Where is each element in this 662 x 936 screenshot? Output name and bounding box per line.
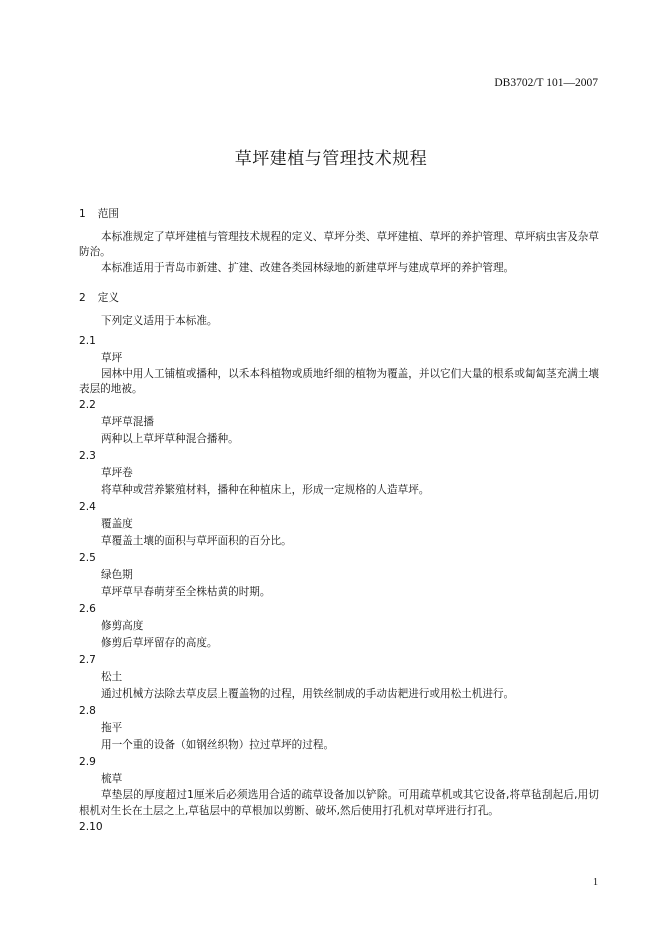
term: 修剪高度 <box>101 620 144 633</box>
section-title: 范围 <box>97 208 119 220</box>
section-heading <box>79 288 599 308</box>
section-scope <box>79 204 599 276</box>
definition: 草坪草早春萌芽至全株枯黄的时期。 <box>101 586 271 599</box>
term: 草坪卷 <box>101 467 133 480</box>
clause-number: 2.8 <box>79 705 96 718</box>
definition-item <box>79 819 599 836</box>
section-definitions <box>79 288 599 836</box>
document-body <box>79 204 599 836</box>
paragraph: 本标准规定了草坪建植与管理技术规程的定义、草坪分类、草坪建植、草坪的养护管理、草坪病虫害及杂草防治。 <box>79 231 599 259</box>
definition-item <box>79 652 599 703</box>
document-code: DB3702/T 101—2007 <box>494 77 598 89</box>
definition-item <box>79 703 599 754</box>
clause-number: 2.9 <box>79 756 96 769</box>
clause-number: 2.1 <box>79 334 96 347</box>
definition: 草垫层的厚度超过1厘米后必须选用合适的疏草设备加以铲除。可用疏草机或其它设备,将草毡刮起后,用切根机对生长在土层之上,草毡层中的草根加以剪断、破坏,然后使用打孔机对草坪进行打孔。 <box>79 789 599 817</box>
definition: 将草种或营养繁殖材料，播种在种植床上，形成一定规格的人造草坪。 <box>101 484 430 497</box>
definition-item <box>79 601 599 652</box>
section-number: 1 <box>79 208 86 220</box>
term: 草坪草混播 <box>101 416 154 429</box>
definition-item <box>79 550 599 601</box>
paragraph: 本标准适用于青岛市新建、扩建、改建各类园林绿地的新建草坪与建成草坪的养护管理。 <box>101 261 515 274</box>
definition-item <box>79 448 599 499</box>
term: 草坪 <box>101 351 123 364</box>
clause-number: 2.5 <box>79 552 96 565</box>
definition-item <box>79 754 599 819</box>
clause-number: 2.3 <box>79 450 96 463</box>
clause-number: 2.2 <box>79 399 96 412</box>
definition: 通过机械方法除去草皮层上覆盖物的过程，用铁丝制成的手动齿耙进行或用松土机进行。 <box>101 688 515 701</box>
definition: 草覆盖土壤的面积与草坪面积的百分比。 <box>101 535 292 548</box>
definition-item <box>79 333 599 398</box>
definition: 修剪后草坪留存的高度。 <box>101 637 218 650</box>
definition: 用一个重的设备（如钢丝织物）拉过草坪的过程。 <box>101 739 335 752</box>
paragraph: 下列定义适用于本标准。 <box>101 315 218 328</box>
term: 梳草 <box>101 773 123 786</box>
section-number: 2 <box>79 292 86 305</box>
clause-number: 2.6 <box>79 603 96 616</box>
page-number: 1 <box>593 877 598 888</box>
clause-number: 2.4 <box>79 501 96 514</box>
term: 绿色期 <box>101 569 133 582</box>
term: 松土 <box>101 671 123 684</box>
term: 覆盖度 <box>101 518 133 531</box>
clause-number: 2.7 <box>79 654 96 667</box>
definition: 两种以上草坪草种混合播种。 <box>101 433 239 446</box>
clause-number: 2.10 <box>79 821 103 834</box>
page-title: 草坪建植与管理技术规程 <box>234 149 428 169</box>
section-title: 定义 <box>97 292 119 305</box>
section-heading <box>79 204 599 224</box>
term: 拖平 <box>101 722 123 735</box>
definition-item <box>79 499 599 550</box>
definition-item <box>79 397 599 448</box>
definition: 园林中用人工铺植或播种，以禾本科植物或质地纤细的植物为覆盖，并以它们大量的根系或匐匐茎充满土壤表层的地被。 <box>79 367 599 396</box>
